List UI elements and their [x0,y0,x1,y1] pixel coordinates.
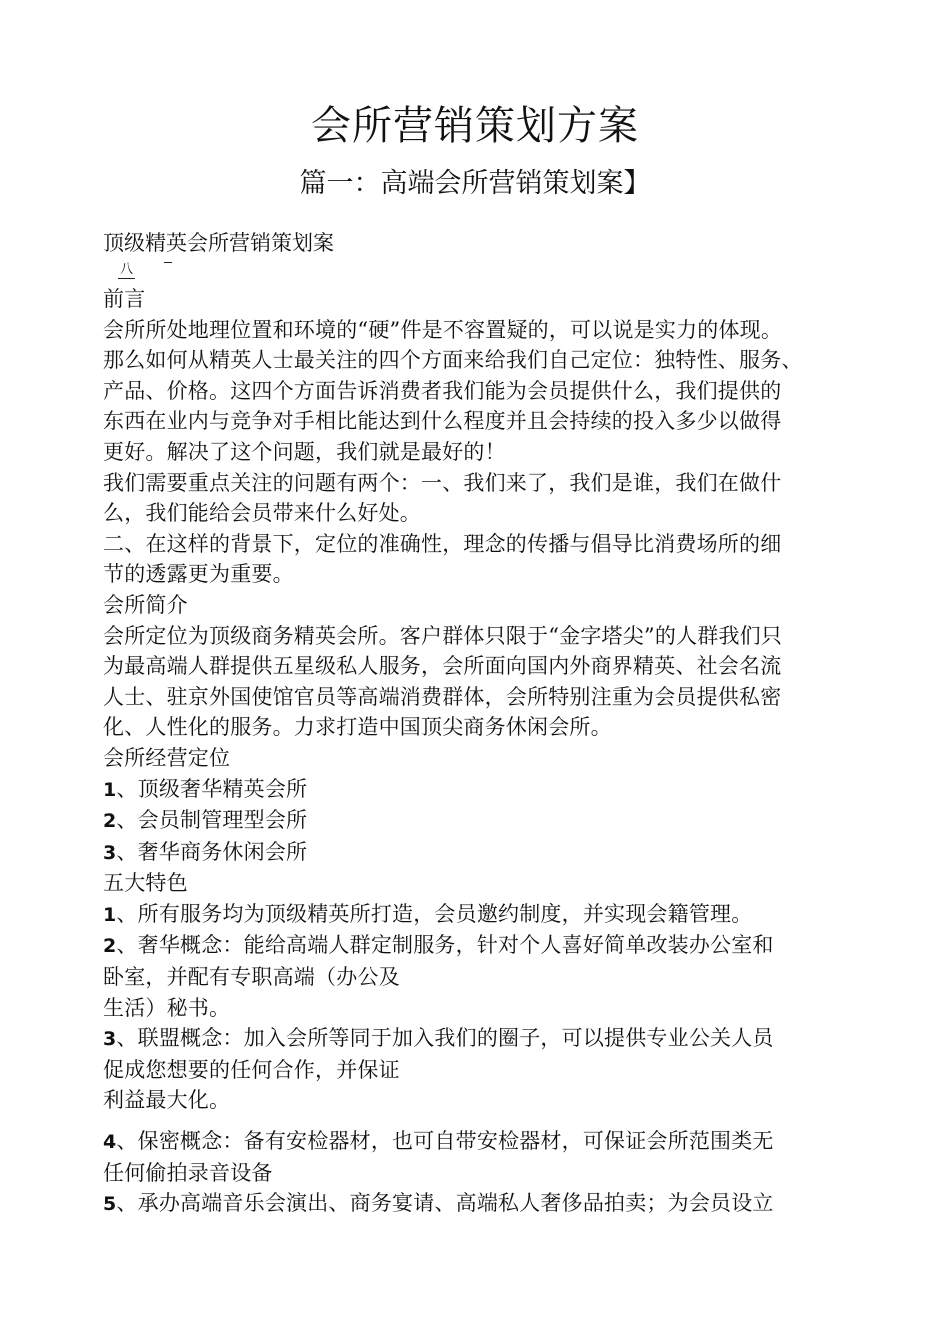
paragraph-line: 利益最大化。 [103,1088,231,1113]
paragraph-line: 我们需要重点关注的问题有两个：一、我们来了，我们是谁，我们在做什 [103,470,782,495]
document-body [103,284,873,1220]
paragraph-line: 促成您想要的任何合作，并保证 [103,1057,400,1082]
list-number: 2 [103,810,117,833]
list-item [103,1126,873,1158]
paragraph-line: 东西在业内与竞争对手相比能达到什么程度并且会持续的投入多少以做得 [103,409,782,434]
paragraph-line: 生活）秘书。 [103,995,231,1020]
list-number: 3 [103,841,117,864]
paragraph-line: 会所所处地理位置和环境的“硬”件是不容置疑的，可以说是实力的体现。 [103,317,783,342]
list-text: 、奢华概念：能给高端人群定制服务，针对个人喜好简单改装办公室和 [116,933,774,958]
list-item [103,930,873,962]
list-item [103,805,873,837]
paragraph-line: 二、在这样的背景下，定位的准确性，理念的传播与倡导比消费场所的细 [103,531,782,556]
list-text: 、奢华商务休闲会所 [116,839,308,864]
paragraph-line: 为最高端人群提供五星级私人服务，会所面向国内外商界精英、社会名流 [103,654,782,679]
list-text: 、保密概念：备有安检器材，也可自带安检器材，可保证会所范围类无 [116,1129,774,1154]
list-item [103,1023,873,1055]
paragraph-line: 卧室，并配有专职高端（办公及 [103,965,400,990]
list-number: 3 [103,1028,117,1051]
list-number: 1 [103,903,117,926]
heading-preface: 前言 [103,287,146,311]
paragraph-line: 节的透露更为重要。 [103,562,294,587]
paragraph-line: 么，我们能给会员带来什么好处。 [103,501,421,526]
list-text: 、联盟概念：加入会所等同于加入我们的圈子，可以提供专业公关人员 [116,1026,774,1051]
list-number: 2 [103,935,117,958]
paragraph-line: 产品、价格。这四个方面告诉消费者我们能为会员提供什么，我们提供的 [103,378,782,403]
paragraph-line: 任何偷拍录音设备 [103,1160,273,1185]
heading-features: 五大特色 [103,871,188,896]
document-subtitle: 篇一：高端会所营销策划案】 [299,168,651,199]
list-number: 1 [103,778,117,801]
paragraph-line: 更好。解决了这个问题，我们就是最好的！ [103,439,506,464]
document-title: 会所营销策划方案 [311,103,639,149]
scan-artifact-dash [164,262,172,263]
list-text: 、顶级奢华精英会所 [116,776,308,801]
list-number: 5 [103,1193,117,1216]
heading-positioning: 会所经营定位 [103,745,231,770]
paragraph-line: 会所定位为顶级商务精英会所。客户群体只限于“金字塔尖”的人群我们只 [103,623,783,648]
section-doc-title: 顶级精英会所营销策划案 [103,231,334,255]
list-item [103,774,873,806]
list-item [103,1188,873,1220]
paragraph-line: 那么如何从精英人士最关注的四个方面来给我们自己定位：独特性、服务、 [103,348,803,373]
list-text: 、会员制管理型会所 [116,808,308,833]
list-text: 、所有服务均为顶级精英所打造，会员邀约制度，并实现会籍管理。 [116,901,753,926]
list-number: 4 [103,1131,117,1154]
paragraph-line: 化、人性化的服务。力求打造中国顶尖商务休闲会所。 [103,715,612,740]
list-item [103,899,873,931]
list-item [103,837,873,869]
list-text: 、承办高端音乐会演出、商务宴请、高端私人奢侈品拍卖；为会员设立 [116,1191,774,1216]
heading-intro: 会所简介 [103,592,188,617]
scan-artifact-mark: 八 [120,262,134,277]
paragraph-line: 人士、驻京外国使馆官员等高端消费群体，会所特别注重为会员提供私密 [103,684,782,709]
